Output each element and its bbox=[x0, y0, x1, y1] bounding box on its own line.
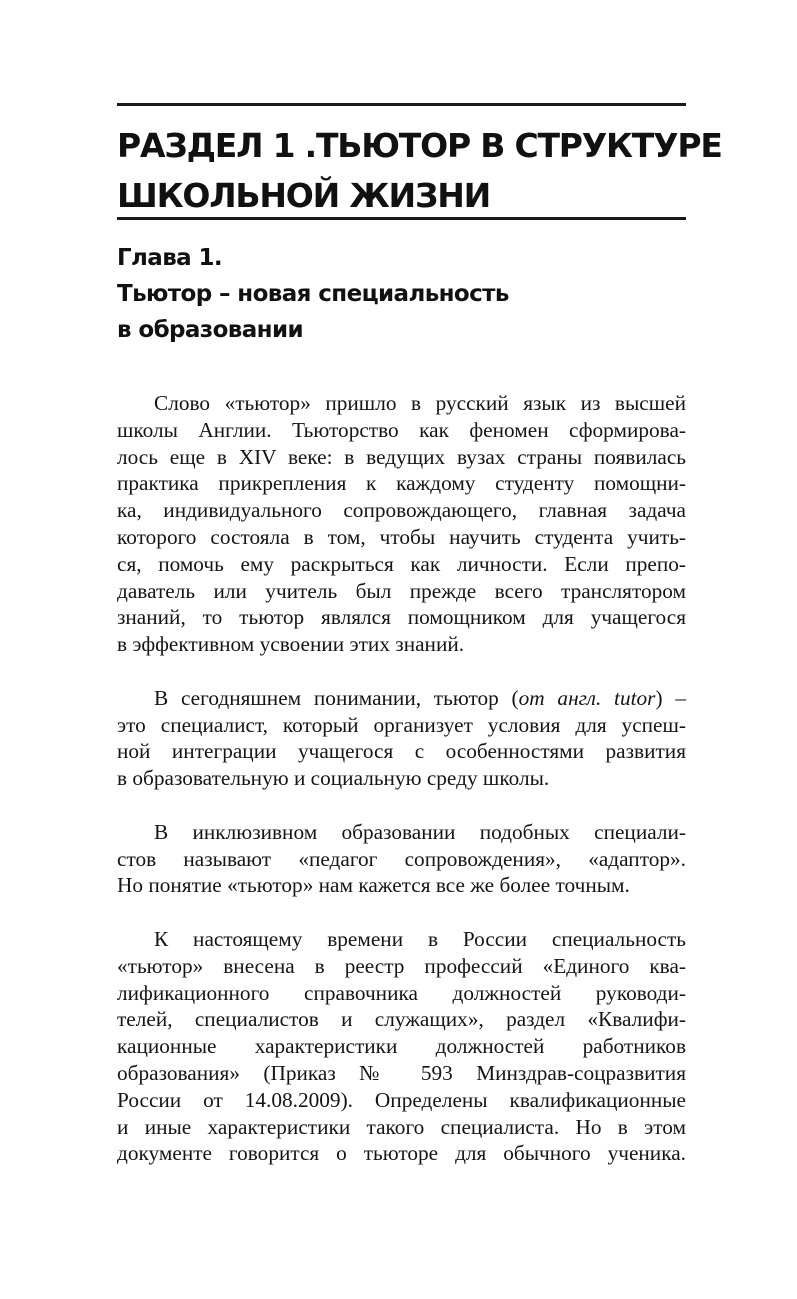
text-line: которого состояла в том, чтобы научить студента учить- bbox=[117, 524, 686, 549]
chapter-number: Глава 1. bbox=[117, 245, 223, 271]
text-line: ной интеграции учащегося с особенностями развития bbox=[117, 739, 686, 764]
text-line: и иные характеристики такого специалиста. Но в этом bbox=[117, 1114, 686, 1139]
section-title-line-1: РАЗДЕЛ 1 .ТЬЮТОР В СТРУКТУРЕ bbox=[117, 126, 722, 165]
text-line: в эффективном усвоении этих знаний. bbox=[117, 632, 465, 657]
text-line: стов называют «педагог сопровождения», «адаптор». bbox=[117, 846, 686, 871]
text-line: это специалист, который организует условия для успеш- bbox=[117, 712, 686, 737]
paragraph-3 bbox=[117, 819, 686, 899]
text-line: в образовательную и социальную среду школы. bbox=[117, 766, 550, 791]
text-fragment: В сегодняшнем понимании, тьютор ( bbox=[154, 685, 519, 710]
text-line: школы Англии. Тьюторство как феномен сформирова- bbox=[117, 417, 686, 442]
section-bottom-rule bbox=[117, 217, 686, 220]
text-line: знаний, то тьютор являлся помощником для учащегося bbox=[117, 605, 686, 630]
chapter-title-line-1: Тьютор – новая специальность bbox=[117, 281, 509, 307]
text-line: даватель или учитель был прежде всего транслятором bbox=[117, 578, 686, 603]
text-fragment: ) – bbox=[655, 685, 686, 710]
text-line: России от 14.08.2009). Определены квалификационные bbox=[117, 1087, 686, 1112]
chapter-heading bbox=[117, 240, 677, 348]
text-line: ся, помочь ему раскрыться как личности. Если препо- bbox=[117, 551, 686, 576]
section-top-rule bbox=[117, 103, 686, 106]
text-line: ка, индивидуального сопровождающего, главная задача bbox=[117, 498, 686, 523]
text-line: Но понятие «тьютор» нам кажется все же более точным. bbox=[117, 873, 630, 898]
paragraph-1 bbox=[117, 390, 686, 658]
section-title bbox=[117, 121, 722, 221]
paragraph-2 bbox=[117, 685, 686, 792]
text-line: лификационного справочника должностей руководи- bbox=[117, 980, 686, 1005]
body-text bbox=[117, 390, 686, 1194]
text-line bbox=[117, 685, 686, 712]
text-line: «тьютор» внесена в реестр профессий «Единого ква- bbox=[117, 953, 686, 978]
paragraph-4 bbox=[117, 926, 686, 1167]
text-line: В инклюзивном образовании подобных специали- bbox=[154, 819, 686, 844]
text-line: документе говорится о тьюторе для обычного ученика. bbox=[117, 1141, 686, 1166]
text-line: практика прикрепления к каждому студенту помощни- bbox=[117, 471, 686, 496]
text-line: телей, специалистов и служащих», раздел «Квалифи- bbox=[117, 1007, 686, 1032]
text-line: лось еще в XIV веке: в ведущих вузах страны появилась bbox=[117, 444, 686, 469]
text-line: К настоящему времени в России специальность bbox=[154, 926, 686, 951]
text-line: кационные характеристики должностей работников bbox=[117, 1034, 686, 1059]
text-line: Слово «тьютор» пришло в русский язык из высшей bbox=[154, 391, 686, 415]
text-line: образования» (Приказ № 593 Минздрав-соцразвития bbox=[117, 1060, 686, 1085]
italic-fragment: от англ. tutor bbox=[518, 685, 656, 710]
section-title-line-2: ШКОЛЬНОЙ ЖИЗНИ bbox=[117, 176, 491, 215]
chapter-title-line-2: в образовании bbox=[117, 317, 303, 343]
